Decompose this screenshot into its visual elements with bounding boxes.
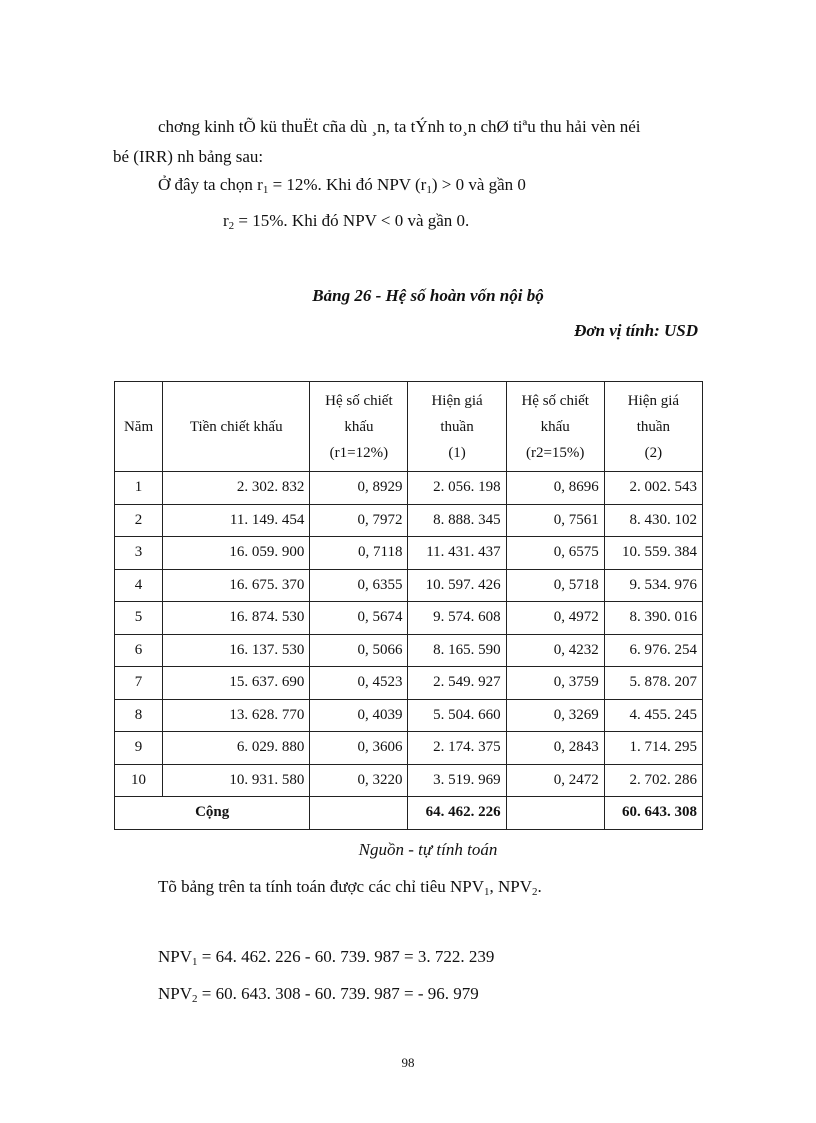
npv2-formula: $NPV_2 = 60$. 643. 308 - 60. 739. 987 = - 96. 979 [158, 984, 479, 1005]
table-row: 9 6. 029. 880 0, 3606 2. 174. 375 0, 2843 1. 714. 295 [115, 732, 703, 765]
table-row: 2 11. 149. 454 0, 7972 8. 888. 345 0, 7561 8. 430. 102 [115, 504, 703, 537]
table-row: 6 16. 137. 530 0, 5066 8. 165. 590 0, 4232 6. 976. 254 [115, 634, 703, 667]
table-header-row [115, 382, 703, 472]
table-row: 3 16. 059. 900 0, 7118 11. 431. 437 0, 6575 10. 559. 384 [115, 537, 703, 570]
header-discount-cash: Tiền chiết khấu [163, 382, 310, 472]
unit-label: Đơn vị tính: USD [574, 321, 698, 340]
total-pv-2: 60. 643. 308 [604, 797, 702, 830]
npv1-formula: $NPV_1 = 64$. 462. 226 - 60. 739. 987 = 3. 722. 239 [158, 947, 495, 968]
table-total-row [115, 797, 703, 830]
total-pv-1: 64. 462. 226 [408, 797, 506, 830]
table-row: 8 13. 628. 770 0, 4039 5. 504. 660 0, 3269 4. 455. 245 [115, 699, 703, 732]
table-row: 4 16. 675. 370 0, 6355 10. 597. 426 0, 5718 9. 534. 976 [115, 569, 703, 602]
intro-paragraph [113, 112, 703, 172]
page-number: 98 [401, 1055, 415, 1070]
header-pv-1: Hiện giá thuần (1) [408, 382, 506, 472]
header-factor-r1: Hệ số chiết khấu (r1=12%) [310, 382, 408, 472]
r2-statement: $r_2 = 15\%$. Khi đó NPV < 0 và gần 0. [223, 211, 470, 232]
header-pv-2: Hiện giá thuần (2) [604, 382, 702, 472]
irr-table [114, 381, 703, 830]
table-row: 10 10. 931. 580 0, 3220 3. 519. 969 0, 2472 2. 702. 286 [115, 764, 703, 797]
total-label: Cộng [115, 797, 310, 830]
intro-line-1: chơng kinh tÕ kü thuËt cña dù ¸n, ta tÝnh to¸n chØ tiªu thu hải vèn néi [158, 117, 641, 136]
table-row: 1 2. 302. 832 0, 8929 2. 056. 198 0, 8696 2. 002. 543 [115, 472, 703, 505]
header-factor-r2: Hệ số chiết khấu (r2=15%) [506, 382, 604, 472]
header-year: Năm [115, 382, 163, 472]
r1-statement: Ở đây ta chọn $r_1 = 12\%$. Khi đó NPV $(r_1) > 0$ và gần 0 [158, 175, 526, 196]
table-row: 5 16. 874. 530 0, 5674 9. 574. 608 0, 4972 8. 390. 016 [115, 602, 703, 635]
intro-line-2: bé (IRR) nh bảng sau: [113, 147, 264, 166]
table-title: Bảng 26 - Hệ số hoàn vốn nội bộ [312, 286, 544, 305]
npv-intro: Tõ bảng trên ta tính toán được các chỉ tiêu $NPV_1$, $NPV_2$. [158, 877, 542, 898]
table-row: 7 15. 637. 690 0, 4523 2. 549. 927 0, 3759 5. 878. 207 [115, 667, 703, 700]
table-source: Nguồn - tự tính toán [358, 840, 498, 859]
